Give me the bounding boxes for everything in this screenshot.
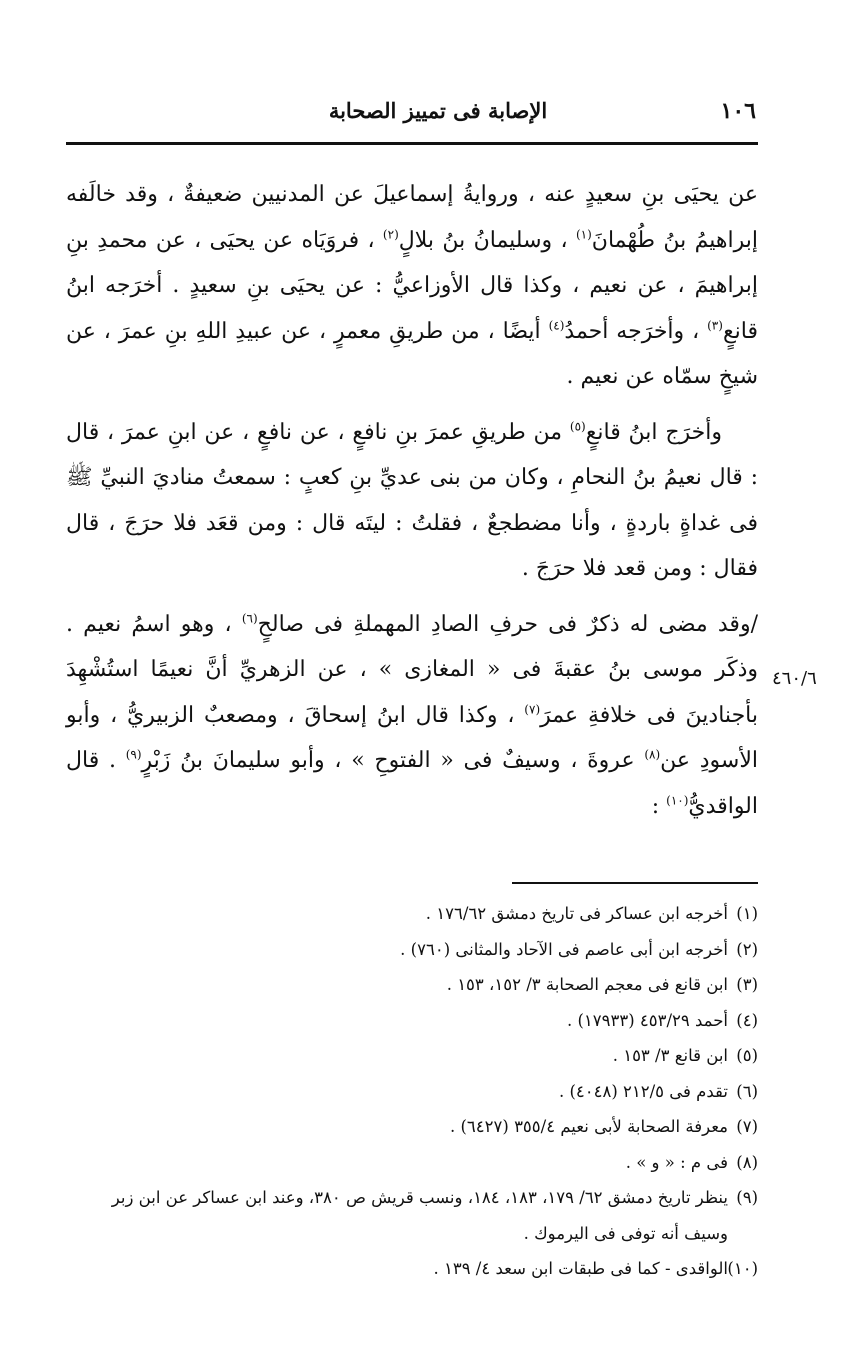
text-run: ، وكذا قال ابنُ إسحاقَ ، ومصعبٌ الزبيريُّ ، وأبو الأسودِ عن	[66, 702, 759, 773]
footnote-text: تقدم فى ٢١٢/٥ (٤٠٤٨) .	[558, 1081, 728, 1101]
footnote-marker: (٢)	[736, 939, 758, 959]
footnote-ref[interactable]: (٢)	[382, 227, 399, 242]
footnote-text: فى م : « و » .	[625, 1152, 728, 1172]
text-run: أيضًا ، من طريقِ معمرٍ ، عن عبيدِ اللهِ بنِ عمرَ ، عن شيخٍ سمّاه عن نعيم .	[66, 318, 758, 389]
footnote-text: أخرجه ابن أبى عاصم فى الآحاد والمثانى (٧٦٠) .	[400, 939, 728, 959]
footnote-text: الواقدى - كما فى طبقات ابن سعد ٤/ ١٣٩ .	[433, 1259, 728, 1278]
footnote-item	[66, 1038, 758, 1074]
footnote-item	[66, 967, 758, 1003]
text-run: ، وسليمانُ بنُ بلالٍ	[398, 227, 576, 253]
text-run: ، وأخرَجه أحمدُ	[564, 318, 708, 344]
footnote-item	[66, 1003, 758, 1039]
footnote-ref[interactable]: (١)	[575, 227, 592, 242]
text-run: عروةَ ، وسيفٌ فى « الفتوحِ » ، وأبو سليمانَ بنُ زَبْرٍ	[141, 748, 645, 773]
footnote-marker: (٨)	[736, 1152, 758, 1172]
footnote-ref[interactable]: (٦)	[241, 611, 258, 626]
text-run: عن يحيَى بنِ سعيدٍ عنه ، وروايةُ إسماعيلَ عن المدنيين ضعيفةٌ ، وقد خالَفه إبراهيمُ بنُ طُهْمانَ	[66, 182, 758, 253]
footnote-ref[interactable]: (٩)	[125, 747, 142, 762]
paragraph-1	[66, 172, 758, 400]
footnote-text: أخرجه ابن عساكر فى تاريخ دمشق ١٧٦/٦٢ .	[425, 904, 728, 923]
footnote-ref[interactable]: (٤)	[548, 318, 565, 333]
text-run: من طريقِ عمرَ بنِ نافعٍ ، عن نافعٍ ، عن ابنِ عمرَ ، قال : قال نعيمُ بنُ النحامِ ، وكان من بنى عديِّ بنِ كعبٍ : سمعتُ مناديَ النبيِّ ﷺ فى غداةٍ باردةٍ ، وأنا مضطجعٌ ، فقلتُ : ليتَه قال : ومن قعَد فلا حرَجَ ، قال فقال : ومن قعد فلا حرَجَ .	[66, 419, 758, 581]
footnote-marker: (١)	[736, 904, 758, 923]
footnote-text: معرفة الصحابة لأبى نعيم ٣٥٥/٤ (٦٤٢٧) .	[449, 1117, 728, 1136]
footnote-marker: (٩)	[736, 1188, 758, 1207]
footnote-ref[interactable]: (٧)	[524, 702, 541, 717]
footnote-item	[66, 1109, 758, 1145]
text-run: وأخرَج ابنُ قانعٍ	[585, 419, 723, 445]
footnote-item	[66, 1074, 758, 1110]
running-title: الإصابة فى تمييز الصحابة	[328, 98, 548, 123]
header-divider	[66, 142, 758, 145]
paragraph-3	[66, 602, 758, 830]
footnote-marker: (٦)	[736, 1081, 758, 1101]
footnotes	[66, 896, 758, 1287]
footnote-marker: (٤)	[736, 1010, 758, 1030]
text-run: /وقد مضى له ذكرٌ فى حرفِ الصادِ المهملةِ فى صالحٍ	[257, 611, 758, 637]
footnote-text: ابن قانع ٣/ ١٥٣ .	[612, 1046, 728, 1065]
footnote-item	[66, 1145, 758, 1181]
footnote-marker: (٥)	[736, 1046, 758, 1065]
margin-reference: ٤٦٠/٦	[772, 668, 817, 689]
main-text	[66, 172, 758, 829]
footnote-item	[66, 1251, 758, 1287]
page-number: ١٠٦	[720, 98, 756, 124]
footnote-ref[interactable]: (٥)	[569, 419, 586, 434]
text-run: ، وهو اسمُ نعيم . وذكَر موسى بنُ عقبةَ فى « المغازى » ، عن الزهريِّ أنَّ نعيمًا استُشْهِدَ بأجنادينَ فى خلافةِ عمرَ	[66, 611, 758, 728]
text-run: :	[651, 793, 667, 819]
text-run: ، فروَيَاه عن يحيَى ، عن محمدِ بنِ إبراهيمَ ، عن نعيم ، وكذا قال الأوزاعيُّ : عن يحيَى بنِ سعيدٍ . أخرَجه ابنُ قانعٍ	[66, 227, 758, 344]
footnote-text: ابن قانع فى معجم الصحابة ٣/ ١٥٢، ١٥٣ .	[446, 975, 728, 994]
footnote-ref[interactable]: (١٠)	[666, 793, 689, 808]
footnote-divider	[512, 882, 758, 884]
footnote-text: أحمد ٤٥٣/٢٩ (١٧٩٣٣) .	[566, 1010, 728, 1030]
footnote-item	[66, 932, 758, 968]
footnote-marker: (٧)	[736, 1117, 758, 1136]
footnote-marker: (٣)	[736, 975, 758, 994]
footnote-text: ينظر تاريخ دمشق ٦٢/ ١٧٩، ١٨٣، ١٨٤، ونسب قريش ص ٣٨٠، وعند ابن عساكر عن ابن زبر وسيف أنه توفى فى اليرموك .	[111, 1188, 728, 1243]
text-run: . قال الواقديُّ	[66, 748, 758, 819]
page-header	[68, 98, 756, 134]
footnote-ref[interactable]: (٣)	[707, 318, 723, 333]
footnote-marker: (١٠)	[727, 1259, 758, 1278]
footnote-ref[interactable]: (٨)	[644, 747, 661, 762]
paragraph-2	[66, 410, 758, 592]
footnote-item	[66, 1180, 758, 1251]
footnote-item	[66, 896, 758, 932]
